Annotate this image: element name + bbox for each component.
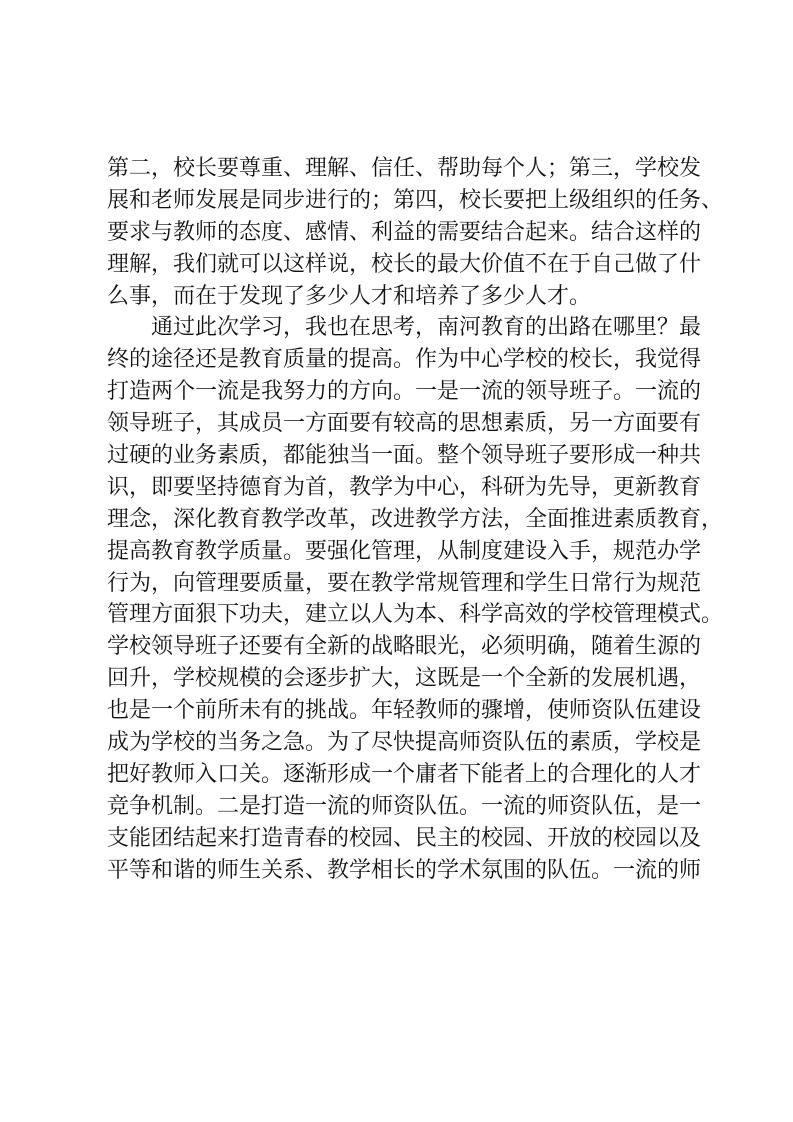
- text-line: 理解，我们就可以这样说，校长的最大价值不在于自己做了什: [107, 251, 702, 277]
- text-line: 终的途径还是教育质量的提高。作为中心学校的校长，我觉得: [107, 347, 702, 373]
- text-line: 展和老师发展是同步进行的；第四，校长要把上级组织的任务、: [107, 187, 724, 213]
- document-body: [107, 153, 724, 886]
- text-line: 管理方面狠下功夫，建立以人为本、科学高效的学校管理模式。: [107, 602, 724, 628]
- text-line: 领导班子，其成员一方面要有较高的思想素质，另一方面要有: [107, 411, 702, 437]
- text-line: 通过此次学习，我也在思考，南河教育的出路在哪里？最: [151, 315, 702, 341]
- text-line: 行为，向管理要质量，要在教学常规管理和学生日常行为规范: [107, 570, 702, 596]
- text-line: 学校领导班子还要有全新的战略眼光，必须明确，随着生源的: [107, 634, 702, 660]
- text-line: 理念，深化教育教学改革，改进教学方法，全面推进素质教育，: [107, 506, 724, 532]
- text-line: 要求与教师的态度、感情、利益的需要结合起来。结合这样的: [107, 219, 702, 245]
- text-line: 成为学校的当务之急。为了尽快提高师资队伍的素质，学校是: [107, 730, 702, 756]
- text-line: 识，即要坚持德育为首，教学为中心，科研为先导，更新教育: [107, 474, 702, 500]
- text-line: 回升，学校规模的会逐步扩大，这既是一个全新的发展机遇，: [107, 666, 702, 692]
- text-line: 么事，而在于发现了多少人才和培养了多少人才。: [107, 283, 592, 309]
- text-line: 支能团结起来打造青春的校园、民主的校园、开放的校园以及: [107, 825, 702, 851]
- text-line: 竞争机制。二是打造一流的师资队伍。一流的师资队伍，是一: [107, 793, 702, 819]
- text-line: 第二，校长要尊重、理解、信任、帮助每个人；第三，学校发: [107, 156, 702, 181]
- text-line: 提高教育教学质量。要强化管理，从制度建设入手，规范办学: [107, 538, 702, 564]
- text-line: 把好教师入口关。逐渐形成一个庸者下能者上的合理化的人才: [107, 761, 702, 787]
- text-line: 打造两个一流是我努力的方向。一是一流的领导班子。一流的: [107, 379, 702, 405]
- text-line: 过硬的业务素质，都能独当一面。整个领导班子要形成一种共: [107, 443, 702, 469]
- text-line: 平等和谐的师生关系、教学相长的学术氛围的队伍。一流的师: [107, 857, 702, 883]
- text-line: 也是一个前所未有的挑战。年轻教师的骤增，使师资队伍建设: [107, 698, 702, 724]
